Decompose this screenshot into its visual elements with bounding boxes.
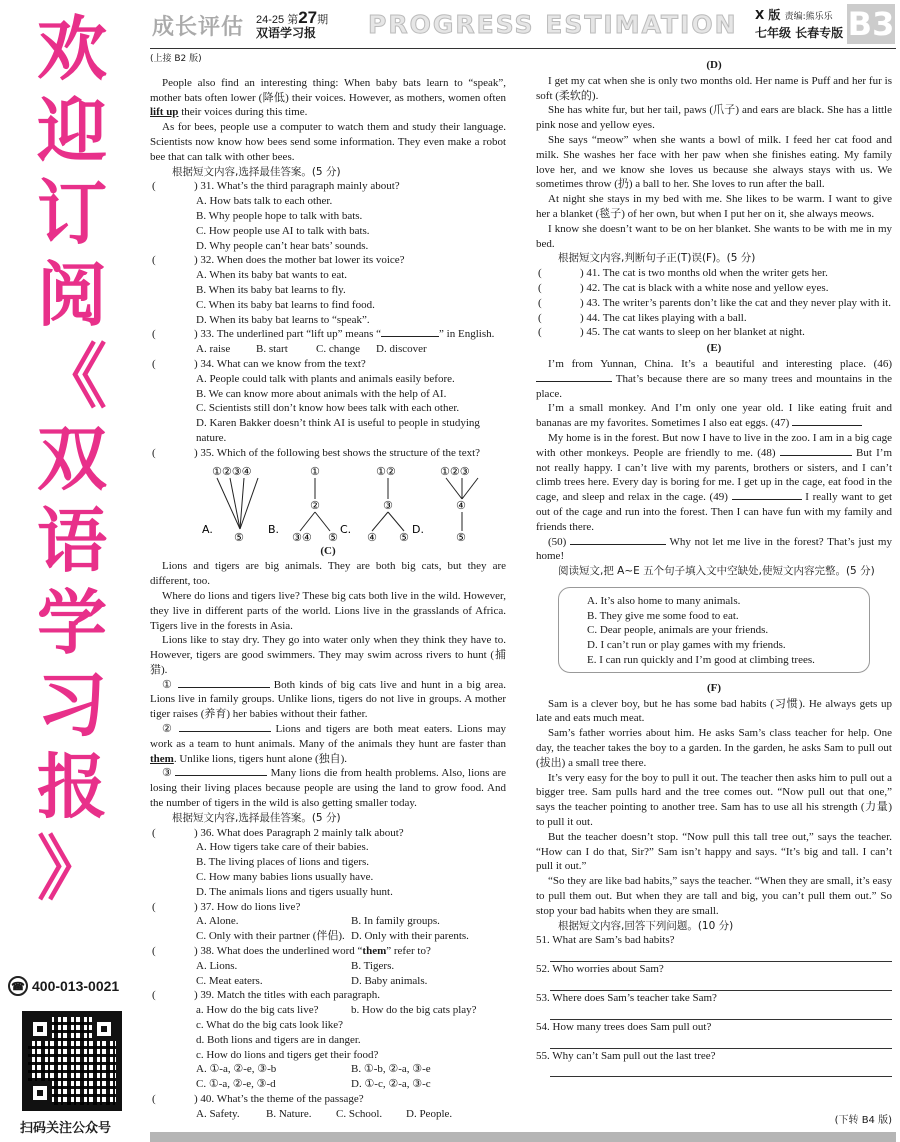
diagram-c-bottom: ④ xyxy=(367,530,377,543)
paragraph: Sam is a clever boy, but he has some bad habits (习惯). He always gets up late and eats much meat. xyxy=(536,697,892,725)
para-text: their voices during this time. xyxy=(181,106,308,119)
match-item: c. How do lions and tigers get their food? xyxy=(196,1048,379,1061)
editor: 责编:熊乐乐 xyxy=(784,12,833,22)
answer-line[interactable] xyxy=(550,977,892,991)
option: D. Baby animals. xyxy=(351,974,428,987)
option-row xyxy=(150,959,506,974)
question: ( ) 38. What does the underlined word “them” refer to? xyxy=(152,945,431,958)
option: A. How tigers take care of their babies. xyxy=(196,841,369,854)
para-text: But I’m not really happy. I can’t live with my parents, brothers or sisters, and I can’t climb trees here. Every day is boring for me. I get up in the cage, eat food in the cage, and sleep and relax in the cage. (49) xyxy=(536,446,893,504)
option: D. Why people can’t hear bats’ sounds. xyxy=(196,239,369,252)
diagram-b-bottom: ⑤ xyxy=(328,530,338,543)
left-column xyxy=(150,52,506,1122)
option: B. Why people hope to talk with bats. xyxy=(196,209,363,222)
promo-strip xyxy=(0,0,140,1142)
sentence-option: D. I can’t run or play games with my friends. xyxy=(587,639,786,652)
promo-char: 语 xyxy=(37,500,107,582)
match-item: a. How do the big cats live? xyxy=(196,1004,319,1017)
paragraph xyxy=(150,722,506,766)
tf-statement: ) 44. The cat likes playing with a ball. xyxy=(580,311,747,324)
promo-slogan xyxy=(22,8,122,910)
qr-finder xyxy=(28,1017,52,1041)
question: ( ) 35. Which of the following best shows the structure of the text? xyxy=(152,446,481,459)
promo-char: 学 xyxy=(37,582,107,664)
answer-blank[interactable] xyxy=(536,372,612,382)
question: ( ) 39. Match the titles with each paragraph. xyxy=(152,989,381,1002)
paragraph xyxy=(536,357,892,401)
option: A. How bats talk to each other. xyxy=(196,195,333,208)
diagram-line xyxy=(388,512,404,531)
diagram-line xyxy=(315,512,330,531)
question-stem: ” in English. xyxy=(439,328,495,341)
option: D. People. xyxy=(406,1107,453,1120)
open-question: 54. How many trees does Sam pull out? xyxy=(536,1020,712,1033)
option: C. Only with their partner (伴侣). xyxy=(196,930,345,943)
question: ( ) 33. The underlined part “lift up” means “ ” in English. xyxy=(152,328,495,341)
option: B. We can know more about animals with the help of AI. xyxy=(196,387,447,400)
open-question: 55. Why can’t Sam pull out the last tree? xyxy=(536,1049,716,1062)
underlined-phrase: lift up xyxy=(150,106,179,119)
paragraph: She has white fur, but her tail, paws (爪子) and ears are black. She has a little pink nose and yellow eyes. xyxy=(536,104,892,132)
paragraph: Lions like to stay dry. They go into water only when they think they have to. However, tigers are good swimmers. They may swim across rivers to hunt (捕猎). xyxy=(150,634,506,676)
true-false-item: ( ) 44. The cat likes playing with a ball. xyxy=(538,311,747,324)
question-stem: ) 35. Which of the following best shows the structure of the text? xyxy=(194,446,481,459)
option: C. School. xyxy=(336,1107,383,1120)
diagram-b-mid: ② xyxy=(310,498,320,512)
diagram-label-a: A. xyxy=(202,522,213,536)
answer-blank[interactable] xyxy=(570,535,666,545)
promo-char: 报 xyxy=(37,746,107,828)
underlined-word: them xyxy=(150,752,174,765)
question: ( ) 31. What’s the third paragraph mainly about? xyxy=(152,180,400,193)
option: A. Alone. xyxy=(196,915,239,928)
promo-char: 习 xyxy=(37,664,107,746)
option: D. Karen Bakker doesn’t think AI is useful to people in studying nature. xyxy=(196,417,480,444)
option: C. How many babies lions usually have. xyxy=(196,871,374,884)
question-stem: ) 33. The underlined part “lift up” means “ xyxy=(194,328,382,341)
option: A. Lions. xyxy=(196,959,238,972)
match-item: b. How do the big cats play? xyxy=(351,1004,477,1017)
header-divider xyxy=(150,48,896,49)
continued-to: (下转 B4 版) xyxy=(834,1115,892,1126)
instruction: 根据短文内容,回答下列问题。(10 分) xyxy=(558,919,734,932)
promo-char: 《 xyxy=(37,336,107,418)
open-question: 52. Who worries about Sam? xyxy=(536,963,664,976)
option: C. Meat eaters. xyxy=(196,974,263,987)
blank-number: ③ xyxy=(162,767,173,780)
paragraph xyxy=(536,431,892,535)
sentence-option: B. They give me some food to eat. xyxy=(587,609,739,622)
open-question: 51. What are Sam’s bad habits? xyxy=(536,934,675,947)
answer-line[interactable] xyxy=(550,1006,892,1020)
paper-name: 双语学习报 xyxy=(256,26,317,40)
para-text: (50) xyxy=(548,535,567,548)
question-stem: ) 31. What’s the third paragraph mainly about? xyxy=(194,180,400,193)
diagram-b-top: ① xyxy=(310,464,320,478)
para-text: That’s because there are so many trees and mountains in the place. xyxy=(536,372,892,400)
option: C. When its baby bat learns to find food. xyxy=(196,298,375,311)
paragraph xyxy=(150,76,506,120)
diagram-c-bottom: ⑤ xyxy=(399,530,409,543)
open-question: 53. Where does Sam’s teacher take Sam? xyxy=(536,992,717,1005)
paragraph: She says “meow” when she wants a bowl of milk. I feed her cat food and milk. She washes her face with her paw when she finishes eating. My family love her, and we know she loves us because she always stays with us. We sometimes throw (扔) a ball to her. She loves to run after the ball. xyxy=(536,133,892,191)
answer-blank[interactable] xyxy=(179,722,271,732)
true-false-item: ( ) 45. The cat wants to sleep on her blanket at night. xyxy=(538,326,805,339)
instruction: 根据短文内容,判断句子正(T)误(F)。(5 分) xyxy=(558,252,756,265)
question-stem: ) 40. What’s the theme of the passage? xyxy=(194,1093,364,1105)
paragraph xyxy=(150,678,506,722)
true-false-item: ( ) 41. The cat is two months old when the writer gets her. xyxy=(538,267,828,280)
paragraph: At night she stays in my bed with me. She likes to be warm. I want to give her a blanket (毯子) of her own, but when I put her on it, she always meows. xyxy=(536,193,892,220)
promo-char: 订 xyxy=(37,172,107,254)
para-text: I really want to get out of the cage and run into the forest. Then I can have fun with my family and friends there. xyxy=(536,491,893,533)
diagram-line xyxy=(240,478,258,529)
para-text: Why not let me live in the forest? That’s just my home! xyxy=(536,535,892,563)
paragraph: I get my cat when she is only two months old. Her name is Puff and her fur is soft (柔软的). xyxy=(536,74,892,102)
diagram-line xyxy=(240,478,244,529)
option-row xyxy=(150,929,506,944)
promo-char: 双 xyxy=(37,418,107,500)
promo-char: 》 xyxy=(37,828,107,910)
grade-label: 七年级 长春专版 xyxy=(755,26,844,40)
question: ( ) 40. What’s the theme of the passage? xyxy=(152,1093,364,1105)
diagram-label-c: C. xyxy=(340,522,352,536)
answer-line[interactable] xyxy=(550,1063,892,1077)
diagram-a-top: ①②③④ xyxy=(212,464,252,478)
option: D. When its baby bat learns to “speak”. xyxy=(196,313,370,326)
para-text: Lions and tigers are both meat eaters. Lions may work as a team to hunt animals. Many of the animals they hunt are faster than xyxy=(150,723,506,750)
question-stem: ) 38. What does the underlined word “ xyxy=(194,945,363,958)
para-text: My home is in the forest. But now I have to live in the zoo. I am in a big cage with other monkeys. People are friendly to me. (48) xyxy=(536,431,892,459)
promo-char: 欢 xyxy=(37,8,107,90)
option: D. The animals lions and tigers usually hunt. xyxy=(196,885,393,898)
option-row xyxy=(150,342,506,357)
issue-no: 27 xyxy=(298,8,318,27)
diagram-a-bottom: ⑤ xyxy=(234,530,244,543)
question-stem: ) 36. What does Paragraph 2 mainly talk about? xyxy=(194,826,404,839)
diagram-line xyxy=(372,512,388,531)
para-text: Many lions die from health problems. Also, lions are losing their living places because people are using the land to grow food. And the number of tigers in the wild is also getting smaller today. xyxy=(150,767,506,810)
instruction: 阅读短文,把 A~E 五个句子填入文中空缺处,使短文内容完整。(5 分) xyxy=(558,565,875,578)
issue-year: 24-25 xyxy=(256,14,285,26)
option: B. In family groups. xyxy=(351,915,440,928)
option-row xyxy=(150,1003,506,1018)
paragraph xyxy=(536,401,892,431)
option: B. Nature. xyxy=(266,1107,312,1120)
blank-number: ① xyxy=(162,678,174,691)
option: C. change xyxy=(316,343,360,356)
option: B. The living places of lions and tigers. xyxy=(196,856,370,869)
diagram-d-top: ①②③ xyxy=(440,464,470,478)
true-false-item: ( ) 43. The writer’s parents don’t like the cat and they never play with it. xyxy=(538,296,891,309)
edition xyxy=(755,6,833,23)
diagram-line xyxy=(300,512,315,531)
qr-finder xyxy=(28,1081,52,1105)
diagram-line xyxy=(217,478,240,529)
question-stem: ” refer to? xyxy=(386,945,431,958)
answer-blank[interactable] xyxy=(732,490,802,500)
paragraph: Where do lions and tigers live? These big cats both live in the wild. However, they live in different parts of the world. Lions live in the grasslands of Africa. Tigers live in the forests in Asia. xyxy=(150,589,506,632)
right-column xyxy=(536,52,892,1077)
option: D. Only with their parents. xyxy=(351,930,469,943)
paragraph: As for bees, people use a computer to watch them and study their language. Scientists now know how bees send some information. They even make a robot bee that can talk with other bees. xyxy=(150,121,506,163)
option: B. When its baby bat learns to fly. xyxy=(196,283,346,296)
diagram-line xyxy=(230,478,240,529)
edition-label: X 版 xyxy=(755,8,781,22)
option: B. start xyxy=(256,343,288,356)
question-stem: ) 34. What can we know from the text? xyxy=(194,357,366,370)
answer-blank[interactable] xyxy=(792,416,862,426)
option-row xyxy=(150,1077,506,1092)
paragraph xyxy=(536,535,892,565)
paragraph: Lions and tigers are big animals. They are both big cats, but they are different, too. xyxy=(150,560,506,588)
qr-caption: 扫码关注公众号 xyxy=(20,1121,112,1136)
paragraph: But the teacher doesn’t stop. “Now pull this tall tree out,” says the teacher. “How can I do that, Sir?” Sam isn’t happy and says. “It’s big and tall. I can’t pull it out.” xyxy=(536,830,892,873)
paragraph: I know she doesn’t want to be on her blanket. She wants to be with me in my bed. xyxy=(536,222,892,250)
page-number: B3 xyxy=(847,5,895,43)
diagram-d-bottom: ⑤ xyxy=(456,530,466,543)
tf-statement: ) 45. The cat wants to sleep on her blanket at night. xyxy=(580,326,805,339)
blank-number: ② xyxy=(162,723,174,736)
option-row xyxy=(150,1062,506,1077)
option: C. Scientists still don’t know how bees talk with each other. xyxy=(196,402,460,415)
option-row xyxy=(150,914,506,929)
para-text: Both kinds of big cats live and hunt in a big area. Lions live in family groups. Unlike lions, tigers do not live in groups. A mother tiger raises (养育) her babies without their father. xyxy=(150,678,506,721)
question: ( ) 32. When does the mother bat lower its voice? xyxy=(152,254,405,267)
header-banner: PROGRESS ESTIMATION xyxy=(368,10,738,39)
qr-code[interactable] xyxy=(22,1011,122,1111)
paragraph: “So they are like bad habits,” says the teacher. “When they are small, it’s easy to pull them out. But when they are tall and big, you can’t pull them out.” So stop your bad habits when they are small. xyxy=(536,875,892,917)
tf-statement: ) 42. The cat is black with a white nose and yellow eyes. xyxy=(580,281,829,294)
page-header xyxy=(150,4,896,46)
issue-number: 24-25 第27期 xyxy=(256,8,329,27)
question: ( ) 37. How do lions live? xyxy=(152,900,301,913)
true-false-item: ( ) 42. The cat is black with a white nose and yellow eyes. xyxy=(538,281,829,294)
diagram-c-mid: ③ xyxy=(383,498,393,512)
diagram-line xyxy=(462,478,478,499)
paper-logo: 成长评估 xyxy=(152,15,245,40)
diagram-b-bottom: ③④ xyxy=(292,530,312,543)
question-keyword: them xyxy=(362,945,387,958)
phone-text: 400-013-0021 xyxy=(32,978,120,994)
section-title-d: (D) xyxy=(706,59,722,71)
option: C. ①-a, ②-e, ③-d xyxy=(196,1078,276,1091)
match-item: d. Both lions and tigers are in danger. xyxy=(196,1033,361,1046)
answer-blank[interactable] xyxy=(780,446,852,456)
sentence-option: C. Dear people, animals are your friends. xyxy=(587,624,769,637)
question-stem: ) 39. Match the titles with each paragraph. xyxy=(194,989,381,1002)
continued-from: (上接 B2 版) xyxy=(150,54,202,64)
phone-number xyxy=(8,976,136,996)
paragraph xyxy=(150,766,506,810)
diagram-label-b: B. xyxy=(268,522,280,536)
answer-line[interactable] xyxy=(550,1035,892,1049)
sentence-option: E. I can run quickly and I’m good at climbing trees. xyxy=(587,654,815,667)
question: ( ) 36. What does Paragraph 2 mainly talk about? xyxy=(152,826,404,839)
option: A. raise xyxy=(196,343,231,356)
diagram-line xyxy=(446,478,462,499)
option: A. People could talk with plants and animals easily before. xyxy=(196,372,455,385)
option: A. ①-a, ②-e, ③-b xyxy=(196,1063,277,1076)
question: ( ) 34. What can we know from the text? xyxy=(152,357,366,370)
structure-svg xyxy=(150,463,506,543)
answer-line[interactable] xyxy=(550,948,892,962)
option: B. ①-b, ②-a, ③-e xyxy=(351,1063,431,1076)
qr-finder xyxy=(92,1017,116,1041)
promo-char: 阅 xyxy=(37,254,107,336)
paragraph: It’s very easy for the boy to pull it out. The teacher then asks him to pull out a bigger tree. Sam pulls hard and the tree comes out. “Now pull out that one,” says the teacher pointing to another tree. Sam has to use all his strength (力量) to pull it out. xyxy=(536,771,892,829)
section-title-f: (F) xyxy=(706,681,722,694)
para-text: I’m a small monkey. And I’m only one year old. I like eating fruit and bananas are my favorites. Sometimes I also eat eggs. (47) xyxy=(536,402,892,430)
question-stem: ) 32. When does the mother bat lower its voice? xyxy=(194,254,405,267)
instruction: 根据短文内容,选择最佳答案。(5 分) xyxy=(172,811,341,824)
option: D. ①-c, ②-a, ③-c xyxy=(351,1078,431,1091)
para-text: . Unlike lions, tigers hunt alone (独自). xyxy=(173,752,348,765)
answer-blank[interactable] xyxy=(178,678,270,688)
issue-suffix: 期 xyxy=(317,14,329,26)
phone-icon: ☎ xyxy=(8,976,28,996)
option: A. Safety. xyxy=(196,1107,240,1120)
para-text: People also find an interesting thing: When baby bats learn to “speak”, mother bats often lower (降低) their voices. However, as mothers, women often xyxy=(150,76,506,104)
diagram-d-mid: ④ xyxy=(456,498,466,512)
option: B. Tigers. xyxy=(351,959,395,972)
diagram-label-d: D. xyxy=(412,522,424,536)
sentence-options-box xyxy=(558,587,870,673)
option: D. discover xyxy=(376,343,427,356)
sentence-option: A. It’s also home to many animals. xyxy=(587,594,741,607)
answer-blank[interactable] xyxy=(381,327,439,337)
option: A. When its baby bat wants to eat. xyxy=(196,269,348,282)
tf-statement: ) 43. The writer’s parents don’t like the cat and they never play with it. xyxy=(580,296,891,309)
match-item: c. What do the big cats look like? xyxy=(196,1019,344,1032)
section-title-e: (E) xyxy=(706,342,722,355)
option-row xyxy=(150,1107,506,1122)
promo-char: 迎 xyxy=(37,90,107,172)
structure-diagrams xyxy=(150,463,506,543)
paragraph: Sam’s father worries about him. He asks Sam’s class teacher for help. One day, the teacher takes the boy to a garden. In the garden, he asks Sam to pull out (拔出) a small tree there. xyxy=(536,727,892,769)
footer-bar xyxy=(150,1132,896,1142)
question-stem: ) 37. How do lions live? xyxy=(194,900,301,913)
instruction: 根据短文内容,选择最佳答案。(5 分) xyxy=(172,165,341,178)
tf-statement: ) 41. The cat is two months old when the writer gets her. xyxy=(580,267,828,280)
option-row xyxy=(150,974,506,989)
diagram-c-top: ①② xyxy=(376,464,396,478)
answer-blank[interactable] xyxy=(175,766,267,776)
section-title-c: (C) xyxy=(320,544,336,557)
para-text: I’m from Yunnan, China. It’s a beautiful and interesting place. (46) xyxy=(548,357,892,370)
option: C. How people use AI to talk with bats. xyxy=(196,224,370,237)
